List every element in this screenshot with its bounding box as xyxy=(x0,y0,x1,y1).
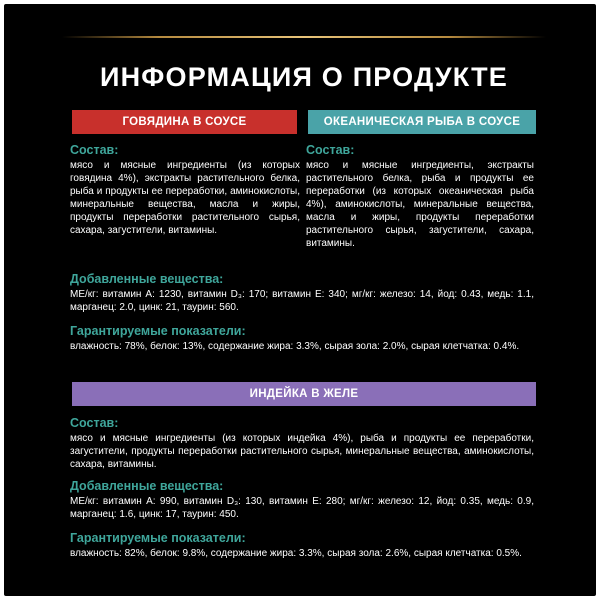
shared-additives-text: МЕ/кг: витамин А: 1230, витамин D₃: 170; витамин Е: 340; мг/кг: железо: 14, йод: 0.43, медь: 1.1, марганец: 2.0, цинк: 21, таурин: 560. xyxy=(70,289,534,313)
left-composition-heading: Состав: xyxy=(70,143,119,157)
shared-guaranteed-heading: Гарантируемые показатели: xyxy=(70,324,246,338)
product-info-panel xyxy=(4,4,596,596)
turkey-composition-text: мясо и мясные ингредиенты (из которых индейка 4%), рыба и продукты ее переработки, загустители, продукты переработки растительного сырья, минеральные вещества, аминокислоты, сахара, витамины. xyxy=(70,433,534,470)
right-composition-text: мясо и мясные ингредиенты, экстракты растительного белка, рыба и продукты ее переработки (из которых океаническая рыба 4%), аминокислоты, минеральные вещества, масла и жиры, продукты переработки растительного сырья, загустители, сахара, витамины. xyxy=(306,160,534,249)
left-composition-text: мясо и мясные ингредиенты (из которых говядина 4%), экстракты растительного белка, рыба и продукты ее переработки, аминокислоты, минеральные вещества, масла и жиры, продукты переработки растительного сырья, сахара, загустители, витамины. xyxy=(70,160,300,236)
turkey-additives-heading: Добавленные вещества: xyxy=(70,479,224,493)
page-title: ИНФОРМАЦИЯ О ПРОДУКТЕ xyxy=(99,62,509,92)
right-composition-heading: Состав: xyxy=(306,143,355,157)
band-ocean-fish-in-sauce: ОКЕАНИЧЕСКАЯ РЫБА В СОУСЕ xyxy=(308,110,536,134)
shared-guaranteed-text: влажность: 78%, белок: 13%, содержание жира: 3.3%, сырая зола: 2.0%, сырая клетчатка: 0.4%. xyxy=(70,341,520,352)
gold-divider xyxy=(62,36,546,38)
shared-additives-heading: Добавленные вещества: xyxy=(70,272,224,286)
turkey-additives-text: МЕ/кг: витамин А: 990, витамин D₃: 130, витамин Е: 280; мг/кг: железо: 12, йод: 0.35, медь: 0.9, марганец: 1.6, цинк: 17, таурин: 450. xyxy=(70,496,534,520)
turkey-guaranteed-text: влажность: 82%, белок: 9.8%, содержание жира: 3.3%, сырая зола: 2.6%, сырая клетчатка: 0.5%. xyxy=(70,548,522,559)
turkey-composition-heading: Состав: xyxy=(70,416,119,430)
band-beef-in-sauce: ГОВЯДИНА В СОУСЕ xyxy=(72,110,297,134)
turkey-guaranteed-heading: Гарантируемые показатели: xyxy=(70,531,246,545)
band-turkey-in-jelly: ИНДЕЙКА В ЖЕЛЕ xyxy=(72,382,536,406)
